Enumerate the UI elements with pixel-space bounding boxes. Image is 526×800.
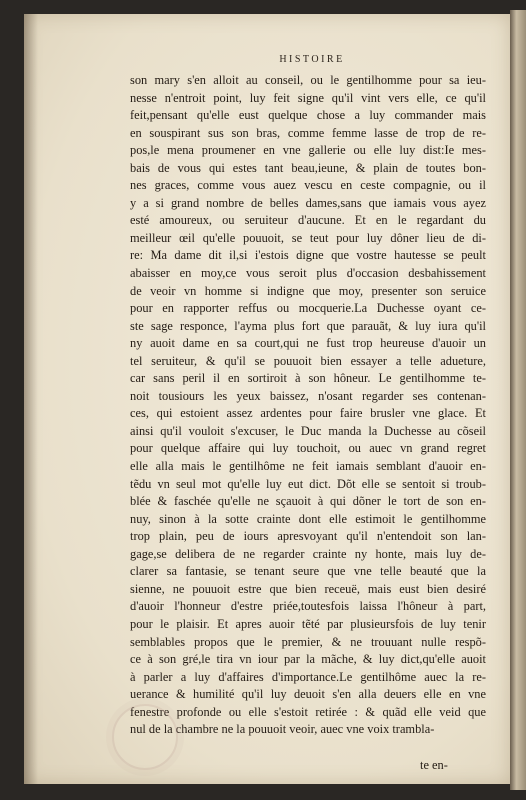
text-line: bais de vous qui estes tant beau,ieune, & plain de toutes bon- — [130, 160, 486, 175]
gutter-shadow — [24, 14, 38, 784]
text-line: feit,pensant qu'elle eust quelque chose a luy commander mais — [130, 108, 486, 123]
text-line: elle alla mais le gentilhôme ne feit iamais semblant d'auoir en- — [130, 459, 486, 474]
text-line: ces, qui estoient assez ardentes pour faire brusler vne glace. Et — [130, 406, 486, 421]
text-line: pour en rapporter reffus ou mocquerie.La Duchesse oyant ce- — [130, 301, 486, 316]
running-head: HISTOIRE — [279, 54, 345, 65]
text-line: noit tousiours les yeux baissez, n'osant regarder ses contenan- — [130, 388, 486, 403]
text-line: car sans peril il en sortiroit à son hôneur. Le gentilhomme te- — [130, 371, 486, 386]
text-line: re: Ma dame dit il,si i'estois digne que vostre hautesse se peult — [130, 248, 486, 263]
text-line: tel seruiteur, & qu'il se pouuoit bien essayer a telle adueture, — [130, 353, 486, 368]
library-stamp — [112, 704, 178, 770]
text-line: pour quelque affaire qui luy touchoit, ou auec vn grand regret — [130, 441, 486, 456]
text-line: à parler a luy d'affaires d'importance.Le gentilhôme auec la re- — [130, 669, 486, 684]
body-text — [130, 72, 486, 739]
text-line: en souspirant sus son bras, comme femme lasse de trop de re- — [130, 125, 486, 140]
text-line: d'auoir l'honneur d'estre priée,toutesfois laissa l'hôneur à part, — [130, 599, 486, 614]
book-page — [24, 14, 510, 784]
text-line: ny auoit dame en sa court,qui ne fust trop heureuse d'auoir un — [130, 336, 486, 351]
text-line: y a si grand nombre de belles dames,sans que iamais vous ayez — [130, 195, 486, 210]
text-line: nul de la chambre ne la pouuoit veoir, auec vne voix trambla- — [130, 722, 435, 737]
text-line: clarer sa fantasie, se tenant seure que vne telle beauté que la — [130, 564, 486, 579]
text-line: pos,le mena proumener en vne gallerie ou elle luy dist:Ie mes- — [130, 143, 486, 158]
book-edge — [510, 10, 526, 790]
text-line: uerance & humilité qu'il luy deuoit s'en alla deuers elle en vne — [130, 687, 486, 702]
catchword: te en- — [420, 758, 448, 772]
text-line: fenestre profonde ou elle s'estoit retirée : & quãd elle veid que — [130, 704, 486, 719]
text-line: nuy, sinon à la sotte crainte dont elle estimoit le gentilhomme — [130, 511, 486, 526]
text-line: tẽdu vn seul mot qu'elle luy eut dict. Dõt elle se sentoit si troub- — [130, 476, 486, 491]
text-line: trop plain, peu de iours apresvoyant qu'il n'entendoit son lan- — [130, 529, 486, 544]
text-line: nes graces, comme vous auez vescu en ceste compagnie, ou il — [130, 178, 486, 193]
text-line: esté amoureux, ou seruiteur d'aucune. Et en le regardant du — [130, 213, 486, 228]
text-line: ste sage responce, l'ayma plus fort que parauãt, & luy iura qu'il — [130, 318, 486, 333]
text-line: blée & faschée qu'elle ne sçauoit à qui dõner le tort de son en- — [130, 494, 486, 509]
text-line: ce à son gré,le tira vn iour par la mãche, & luy dict,qu'elle auoit — [130, 652, 486, 667]
text-line: ainsi qu'il vouloit s'excuser, le Duc manda la Duchesse au cõseil — [130, 423, 486, 438]
text-line: nesse n'entroit point, luy feit signe qu'il vint vers elle, ce qu'il — [130, 90, 486, 105]
text-line: de veoir vn homme si indigne que moy, presenter son seruice — [130, 283, 486, 298]
text-line: son mary s'en alloit au conseil, ou le gentilhomme pour sa ieu- — [130, 73, 486, 87]
text-line: gage,se delibera de ne regarder crainte ny honte, mais luy de- — [130, 546, 486, 561]
text-line: abaisser en moy,ce vous seroit plus d'occasion desbahissement — [130, 266, 486, 281]
text-line: meilleur œil qu'elle pouuoit, se teut pour luy dôner lieu de di- — [130, 230, 486, 245]
text-line: semblables propos que le premier, & ne trouuant nulle respõ- — [130, 634, 486, 649]
text-line: sienne, ne pouuoit estre que bien receuë, mais eust bien desiré — [130, 581, 486, 596]
text-line: pour le plaisir. Et apres auoir tẽté par plusieursfois de luy tenir — [130, 616, 486, 631]
